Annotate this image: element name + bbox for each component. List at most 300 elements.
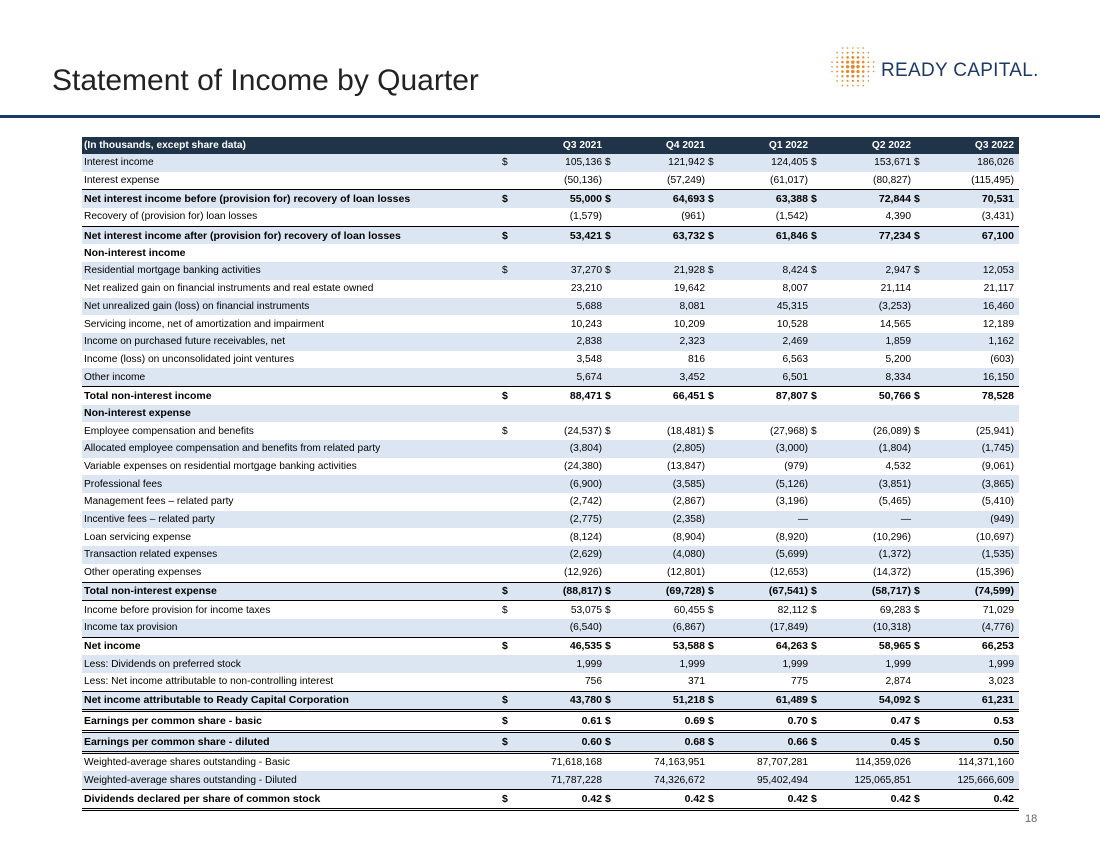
cell-value: 10,209 <box>673 318 705 330</box>
cell-value: 4,390 <box>885 211 911 223</box>
dollar-sign: $ <box>811 389 817 402</box>
cell-value: (5,465) <box>878 496 911 508</box>
logo-text: READY CAPITAL. <box>881 60 1039 81</box>
table-row <box>82 368 1019 386</box>
dollar-sign: $ <box>502 694 508 707</box>
row-label: Other income <box>84 371 146 383</box>
row-label: Non-interest income <box>84 247 186 260</box>
dollar-sign: $ <box>605 715 611 728</box>
cell-value: 8,007 <box>782 283 808 295</box>
cell-value: (8,920) <box>775 531 808 543</box>
table-row <box>82 733 1019 754</box>
header-col: Q3 2022 <box>974 140 1014 151</box>
table-row <box>82 528 1019 546</box>
table-row <box>82 386 1019 405</box>
cell-value: 1,999 <box>885 658 911 670</box>
cell-value: 0.42 <box>581 792 602 805</box>
row-label: Employee compensation and benefits <box>84 425 254 437</box>
dollar-sign: $ <box>708 694 714 707</box>
cell-value: 3,452 <box>679 371 705 383</box>
row-label: Interest income <box>84 157 154 169</box>
cell-value: 2,838 <box>576 336 602 348</box>
cell-value: 67,100 <box>981 229 1014 242</box>
cell-value: (12,926) <box>564 567 602 579</box>
row-label: Servicing income, net of amortization and impairment <box>84 318 325 330</box>
cell-value: 0.50 <box>993 735 1014 748</box>
cell-value: (2,742) <box>569 496 602 508</box>
row-label: Interest expense <box>84 175 160 187</box>
cell-value: 5,674 <box>576 371 602 383</box>
cell-value: (67,541) <box>768 585 808 598</box>
cell-value: (50,136) <box>564 175 602 187</box>
dollar-sign: $ <box>708 425 714 437</box>
cell-value: 74,326,672 <box>654 774 705 786</box>
cell-value: (58,717) <box>871 585 911 598</box>
table-row <box>82 655 1019 673</box>
cell-value: (13,847) <box>667 461 705 473</box>
row-label: Earnings per common share - basic <box>84 715 262 728</box>
cell-value: (3,000) <box>775 443 808 455</box>
row-label: Non-interest expense <box>84 407 191 420</box>
table-row <box>82 771 1019 789</box>
dollar-sign: $ <box>502 265 508 277</box>
cell-value: 74,163,951 <box>654 757 705 769</box>
row-label: Earnings per common share - diluted <box>84 735 270 748</box>
cell-value: (26,089) <box>873 425 911 437</box>
cell-value: 0.70 <box>787 715 808 728</box>
row-label: Residential mortgage banking activities <box>84 265 261 277</box>
cell-value: 23,210 <box>570 283 602 295</box>
cell-value: 71,787,228 <box>551 774 602 786</box>
row-label: Income tax provision <box>84 622 178 634</box>
cell-value: — <box>797 514 808 526</box>
cell-value: 0.42 <box>787 792 808 805</box>
cell-value: (6,540) <box>569 622 602 634</box>
row-label: Weighted-average shares outstanding - Basic <box>84 757 290 769</box>
dollar-sign: $ <box>914 229 920 242</box>
table-row <box>82 673 1019 691</box>
cell-value: 816 <box>688 353 705 365</box>
row-label: Income (loss) on unconsolidated joint ventures <box>84 353 295 365</box>
table-row <box>82 754 1019 772</box>
dollar-sign: $ <box>502 604 508 616</box>
cell-value: (949) <box>990 514 1014 526</box>
cell-value: (24,380) <box>564 461 602 473</box>
dollar-sign: $ <box>914 792 920 805</box>
cell-value: 64,693 <box>672 193 705 206</box>
dollar-sign: $ <box>811 640 817 653</box>
cell-value: 8,081 <box>679 300 705 312</box>
table-row <box>82 475 1019 493</box>
dollar-sign: $ <box>502 715 508 728</box>
header-col: Q1 2022 <box>768 140 808 151</box>
row-label: Management fees – related party <box>84 496 234 508</box>
cell-value: 2,874 <box>885 676 911 688</box>
cell-value: (961) <box>681 211 705 223</box>
dollar-sign: $ <box>502 389 508 402</box>
cell-value: 72,844 <box>878 193 911 206</box>
dollar-sign: $ <box>811 265 817 277</box>
income-statement-table <box>82 137 1019 811</box>
cell-value: 1,999 <box>679 658 705 670</box>
dollar-sign: $ <box>708 735 714 748</box>
cell-value: 0.47 <box>890 715 911 728</box>
cell-value: 0.53 <box>993 715 1014 728</box>
cell-value: 14,565 <box>879 318 911 330</box>
row-label: Income before provision for income taxes <box>84 604 271 616</box>
cell-value: (8,124) <box>569 531 602 543</box>
cell-value: (3,851) <box>878 478 911 490</box>
cell-value: 114,359,026 <box>855 757 911 769</box>
row-label: Professional fees <box>84 478 163 490</box>
dollar-sign: $ <box>811 735 817 748</box>
table-row <box>82 298 1019 316</box>
dollar-sign: $ <box>708 157 714 169</box>
cell-value: 51,218 <box>672 694 705 707</box>
title-divider <box>0 115 1100 118</box>
row-label: Variable expenses on residential mortgage banking activities <box>84 461 357 473</box>
row-label: Less: Dividends on preferred stock <box>84 658 241 670</box>
dollar-sign: $ <box>502 735 508 748</box>
cell-value: (6,900) <box>569 478 602 490</box>
cell-value: 46,535 <box>569 640 602 653</box>
dollar-sign: $ <box>811 715 817 728</box>
cell-value: (74,599) <box>974 585 1014 598</box>
cell-value: (10,318) <box>873 622 911 634</box>
cell-value: 21,114 <box>880 283 911 295</box>
cell-value: 12,189 <box>982 318 1014 330</box>
cell-value: 70,531 <box>981 193 1014 206</box>
cell-value: 6,501 <box>782 371 808 383</box>
cell-value: (12,801) <box>667 567 705 579</box>
dollar-sign: $ <box>502 229 508 242</box>
cell-value: 125,065,851 <box>854 774 911 786</box>
cell-value: 775 <box>791 676 808 688</box>
table-row <box>82 315 1019 333</box>
cell-value: 125,666,609 <box>957 774 1014 786</box>
header-col: Q2 2022 <box>871 140 911 151</box>
row-label: Incentive fees – related party <box>84 514 215 526</box>
table-row <box>82 262 1019 280</box>
table-row <box>82 691 1019 713</box>
dollar-sign: $ <box>605 193 611 206</box>
cell-value: 12,053 <box>982 265 1014 277</box>
dollar-sign: $ <box>605 389 611 402</box>
cell-value: 77,234 <box>878 229 911 242</box>
cell-value: 61,231 <box>981 694 1014 707</box>
cell-value: (2,805) <box>672 443 705 455</box>
cell-value: (1,535) <box>981 549 1014 561</box>
row-label: Net income attributable to Ready Capital Corporation <box>84 694 349 707</box>
cell-value: (9,061) <box>981 461 1014 473</box>
cell-value: 21,928 <box>673 265 705 277</box>
cell-value: (1,579) <box>569 211 602 223</box>
dollar-sign: $ <box>708 265 714 277</box>
cell-value: (10,296) <box>873 531 911 543</box>
cell-value: (12,653) <box>770 567 808 579</box>
cell-value: (17,849) <box>770 622 808 634</box>
dollar-sign: $ <box>914 193 920 206</box>
dollar-sign: $ <box>914 389 920 402</box>
row-label: Total non-interest income <box>84 389 212 402</box>
company-logo <box>828 44 1058 94</box>
cell-value: 2,947 <box>885 265 911 277</box>
cell-value: 53,588 <box>672 640 705 653</box>
cell-value: (3,865) <box>981 478 1014 490</box>
cell-value: (2,629) <box>569 549 602 561</box>
cell-value: 6,563 <box>782 353 808 365</box>
cell-value: 63,732 <box>672 229 705 242</box>
dollar-sign: $ <box>708 193 714 206</box>
cell-value: (15,396) <box>976 567 1014 579</box>
dollar-sign: $ <box>914 585 920 598</box>
row-label: Net unrealized gain (loss) on financial instruments <box>84 300 310 312</box>
row-label: Weighted-average shares outstanding - Diluted <box>84 774 297 786</box>
table-body <box>82 154 1019 811</box>
table-row <box>82 511 1019 529</box>
cell-value: (3,253) <box>878 300 911 312</box>
cell-value: (25,941) <box>976 425 1014 437</box>
row-label: Net interest income before (provision for) recovery of loan losses <box>84 193 411 206</box>
dollar-sign: $ <box>708 229 714 242</box>
dollar-sign: $ <box>708 640 714 653</box>
table-row <box>82 244 1019 262</box>
cell-value: (8,904) <box>672 531 705 543</box>
dollar-sign: $ <box>605 735 611 748</box>
dollar-sign: $ <box>914 425 920 437</box>
row-label: Allocated employee compensation and benefits from related party <box>84 443 381 455</box>
table-row <box>82 333 1019 351</box>
cell-value: (4,080) <box>672 549 705 561</box>
cell-value: 124,405 <box>771 157 808 169</box>
row-label: Dividends declared per share of common stock <box>84 792 321 805</box>
cell-value: (80,827) <box>873 175 911 187</box>
cell-value: (57,249) <box>667 175 705 187</box>
table-row <box>82 440 1019 458</box>
cell-value: (5,410) <box>981 496 1014 508</box>
cell-value: 58,965 <box>878 640 911 653</box>
dollar-sign: $ <box>502 640 508 653</box>
cell-value: (6,867) <box>672 622 705 634</box>
table-header-row <box>82 137 1019 154</box>
table-row <box>82 189 1019 208</box>
dollar-sign: $ <box>811 694 817 707</box>
row-label: Net interest income after (provision for) recovery of loan losses <box>84 229 401 242</box>
cell-value: 82,112 <box>777 604 808 616</box>
dollar-sign: $ <box>605 229 611 242</box>
row-label: Total non-interest expense <box>84 585 217 598</box>
cell-value: (24,537) <box>564 425 602 437</box>
cell-value: 0.69 <box>684 715 705 728</box>
row-label: Less: Net income attributable to non-controlling interest <box>84 676 334 688</box>
cell-value: 95,402,494 <box>757 774 808 786</box>
cell-value: 61,846 <box>775 229 808 242</box>
cell-value: (3,196) <box>775 496 808 508</box>
dollar-sign: $ <box>605 585 611 598</box>
dollar-sign: $ <box>914 604 920 616</box>
cell-value: (1,542) <box>775 211 808 223</box>
cell-value: (4,776) <box>981 622 1014 634</box>
cell-value: (5,126) <box>775 478 808 490</box>
row-label: Net realized gain on financial instruments and real estate owned <box>84 283 374 295</box>
cell-value: 64,263 <box>775 640 808 653</box>
cell-value: 8,334 <box>885 371 911 383</box>
cell-value: 756 <box>585 676 602 688</box>
cell-value: 0.42 <box>684 792 705 805</box>
cell-value: (603) <box>990 353 1014 365</box>
cell-value: 50,766 <box>878 389 911 402</box>
row-label: Income on purchased future receivables, net <box>84 336 286 348</box>
cell-value: (2,867) <box>672 496 705 508</box>
cell-value: (115,495) <box>971 175 1014 187</box>
cell-value: 55,000 <box>569 193 602 206</box>
cell-value: 8,424 <box>782 265 808 277</box>
cell-value: 16,460 <box>982 300 1014 312</box>
table-row <box>82 226 1019 245</box>
cell-value: 153,671 <box>874 157 911 169</box>
table-row <box>82 564 1019 582</box>
table-row <box>82 458 1019 476</box>
cell-value: 60,455 <box>673 604 705 616</box>
cell-value: 5,688 <box>576 300 602 312</box>
dollar-sign: $ <box>502 425 508 437</box>
cell-value: 45,315 <box>776 300 808 312</box>
cell-value: 19,642 <box>673 283 705 295</box>
dollar-sign: $ <box>811 229 817 242</box>
cell-value: (18,481) <box>667 425 705 437</box>
dollar-sign: $ <box>605 425 611 437</box>
dollar-sign: $ <box>811 585 817 598</box>
dollar-sign: $ <box>502 585 508 598</box>
cell-value: 3,548 <box>576 353 602 365</box>
cell-value: (3,585) <box>672 478 705 490</box>
dollar-sign: $ <box>605 604 611 616</box>
row-label: Other operating expenses <box>84 567 202 579</box>
cell-value: 2,469 <box>782 336 808 348</box>
table-row <box>82 789 1019 811</box>
cell-value: 1,999 <box>988 658 1014 670</box>
cell-value: 88,471 <box>569 389 602 402</box>
dollar-sign: $ <box>811 604 817 616</box>
cell-value: 37,270 <box>570 265 602 277</box>
dollar-sign: $ <box>708 389 714 402</box>
dollar-sign: $ <box>708 792 714 805</box>
cell-value: 186,026 <box>977 157 1014 169</box>
cell-value: 0.42 <box>890 792 911 805</box>
cell-value: 63,388 <box>775 193 808 206</box>
page-title: Statement of Income by Quarter <box>52 64 479 97</box>
cell-value: (1,372) <box>878 549 911 561</box>
cell-value: 3,023 <box>988 676 1014 688</box>
cell-value: 54,092 <box>878 694 911 707</box>
cell-value: 87,807 <box>775 389 808 402</box>
table-row <box>82 619 1019 637</box>
cell-value: (61,017) <box>770 175 808 187</box>
row-label: Recovery of (provision for) loan losses <box>84 211 258 223</box>
dollar-sign: $ <box>811 157 817 169</box>
dollar-sign: $ <box>914 735 920 748</box>
cell-value: (14,372) <box>873 567 911 579</box>
cell-value: 66,253 <box>981 640 1014 653</box>
cell-value: (88,817) <box>562 585 602 598</box>
dollar-sign: $ <box>605 265 611 277</box>
cell-value: 61,489 <box>775 694 808 707</box>
cell-value: 71,029 <box>982 604 1014 616</box>
cell-value: 66,451 <box>672 389 705 402</box>
dollar-sign: $ <box>914 715 920 728</box>
cell-value: (10,697) <box>976 531 1014 543</box>
dollar-sign: $ <box>914 265 920 277</box>
table-row <box>82 493 1019 511</box>
cell-value: 10,243 <box>570 318 602 330</box>
cell-value: (27,968) <box>770 425 808 437</box>
cell-value: (3,804) <box>569 443 602 455</box>
cell-value: 2,323 <box>679 336 705 348</box>
cell-value: 105,136 <box>565 157 602 169</box>
row-label: Net income <box>84 640 141 653</box>
table-row <box>82 712 1019 733</box>
table-row <box>82 546 1019 564</box>
cell-value: 0.45 <box>890 735 911 748</box>
table-row <box>82 208 1019 226</box>
cell-value: 371 <box>688 676 705 688</box>
cell-value: 114,371,160 <box>958 757 1014 769</box>
cell-value: 5,200 <box>885 353 911 365</box>
cell-value: 0.66 <box>787 735 808 748</box>
table-row <box>82 280 1019 298</box>
page-number: 18 <box>1025 813 1038 825</box>
header-label: (In thousands, except share data) <box>84 140 246 151</box>
row-label: Transaction related expenses <box>84 549 218 561</box>
dollar-sign: $ <box>502 157 508 169</box>
cell-value: (3,431) <box>981 211 1014 223</box>
dollar-sign: $ <box>605 157 611 169</box>
cell-value: 69,283 <box>879 604 911 616</box>
cell-value: 0.60 <box>581 735 602 748</box>
cell-value: 16,150 <box>982 371 1014 383</box>
cell-value: 10,528 <box>776 318 808 330</box>
cell-value: 1,162 <box>988 336 1014 348</box>
dollar-sign: $ <box>811 425 817 437</box>
header-col: Q3 2021 <box>562 140 602 151</box>
dollar-sign: $ <box>605 694 611 707</box>
header-col: Q4 2021 <box>665 140 705 151</box>
dollar-sign: $ <box>708 715 714 728</box>
cell-value: (69,728) <box>665 585 705 598</box>
table-row <box>82 637 1019 656</box>
table-row <box>82 154 1019 172</box>
cell-value: 0.42 <box>993 792 1014 805</box>
cell-value: — <box>900 514 911 526</box>
cell-value: (1,745) <box>981 443 1014 455</box>
row-label: Loan servicing expense <box>84 531 192 543</box>
cell-value: 0.61 <box>581 715 602 728</box>
cell-value: (979) <box>784 461 808 473</box>
dollar-sign: $ <box>811 792 817 805</box>
cell-value: 87,707,281 <box>757 757 808 769</box>
cell-value: (2,775) <box>569 514 602 526</box>
cell-value: 0.68 <box>684 735 705 748</box>
dollar-sign: $ <box>502 193 508 206</box>
dollar-sign: $ <box>914 694 920 707</box>
cell-value: (2,358) <box>672 514 705 526</box>
dollar-sign: $ <box>708 585 714 598</box>
table-row <box>82 601 1019 619</box>
logo-dots-icon <box>828 44 878 90</box>
cell-value: 1,859 <box>885 336 911 348</box>
cell-value: 4,532 <box>885 461 911 473</box>
cell-value: 53,075 <box>570 604 602 616</box>
